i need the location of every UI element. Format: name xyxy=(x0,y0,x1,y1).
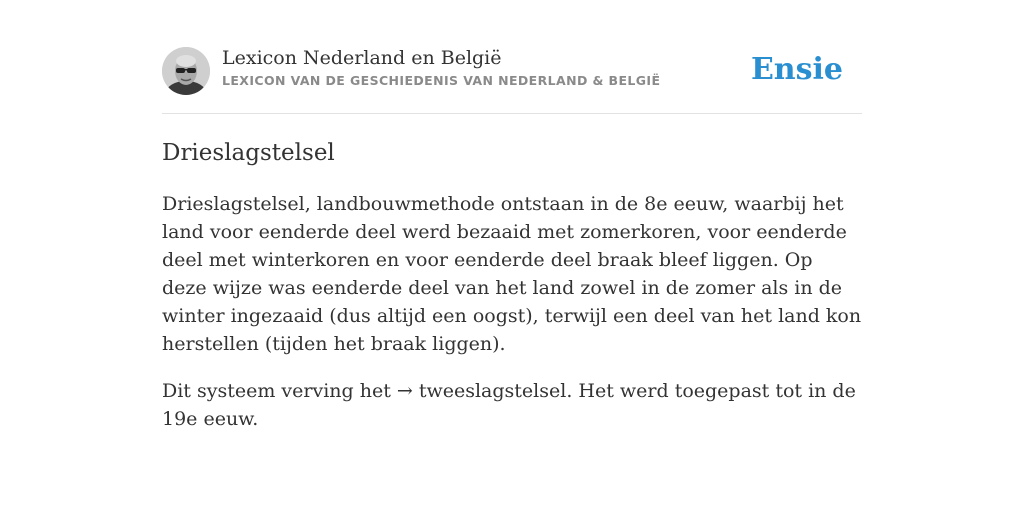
article-paragraph: Drieslagstelsel, landbouwmethode ontstaan in de 8e eeuw, waarbij het land voor eenderde deel werd bezaaid met zomerkoren, voor eenderde deel met winterkoren en voor eenderde deel braak bleef liggen. Op deze wijze was eenderde deel van het land zowel in de zomer als in de winter ingezaaid (dus altijd een oogst), terwijl een deel van het land kon herstellen (tijden het braak liggen). xyxy=(162,193,862,355)
site-title[interactable]: Lexicon Nederland en België xyxy=(222,47,502,69)
paragraph-text: Dit systeem verving het xyxy=(162,380,397,402)
article-title: Drieslagstelsel xyxy=(162,140,335,166)
site-title-block xyxy=(222,45,660,88)
tweeslagstelsel-link[interactable]: → tweeslagstelsel xyxy=(396,380,567,402)
page-container xyxy=(162,0,862,430)
site-subtitle: LEXICON VAN DE GESCHIEDENIS VAN NEDERLAND & BELGIË xyxy=(222,73,661,88)
avatar-image-icon xyxy=(162,47,210,95)
site-header xyxy=(162,0,862,114)
paragraph-text: . Het werd toegepast tot in de 19e eeuw. xyxy=(162,380,856,430)
author-avatar[interactable] xyxy=(162,47,210,95)
article-body xyxy=(162,190,862,452)
article-paragraph xyxy=(162,377,862,433)
ensie-logo-link[interactable]: Ensie xyxy=(750,52,843,87)
